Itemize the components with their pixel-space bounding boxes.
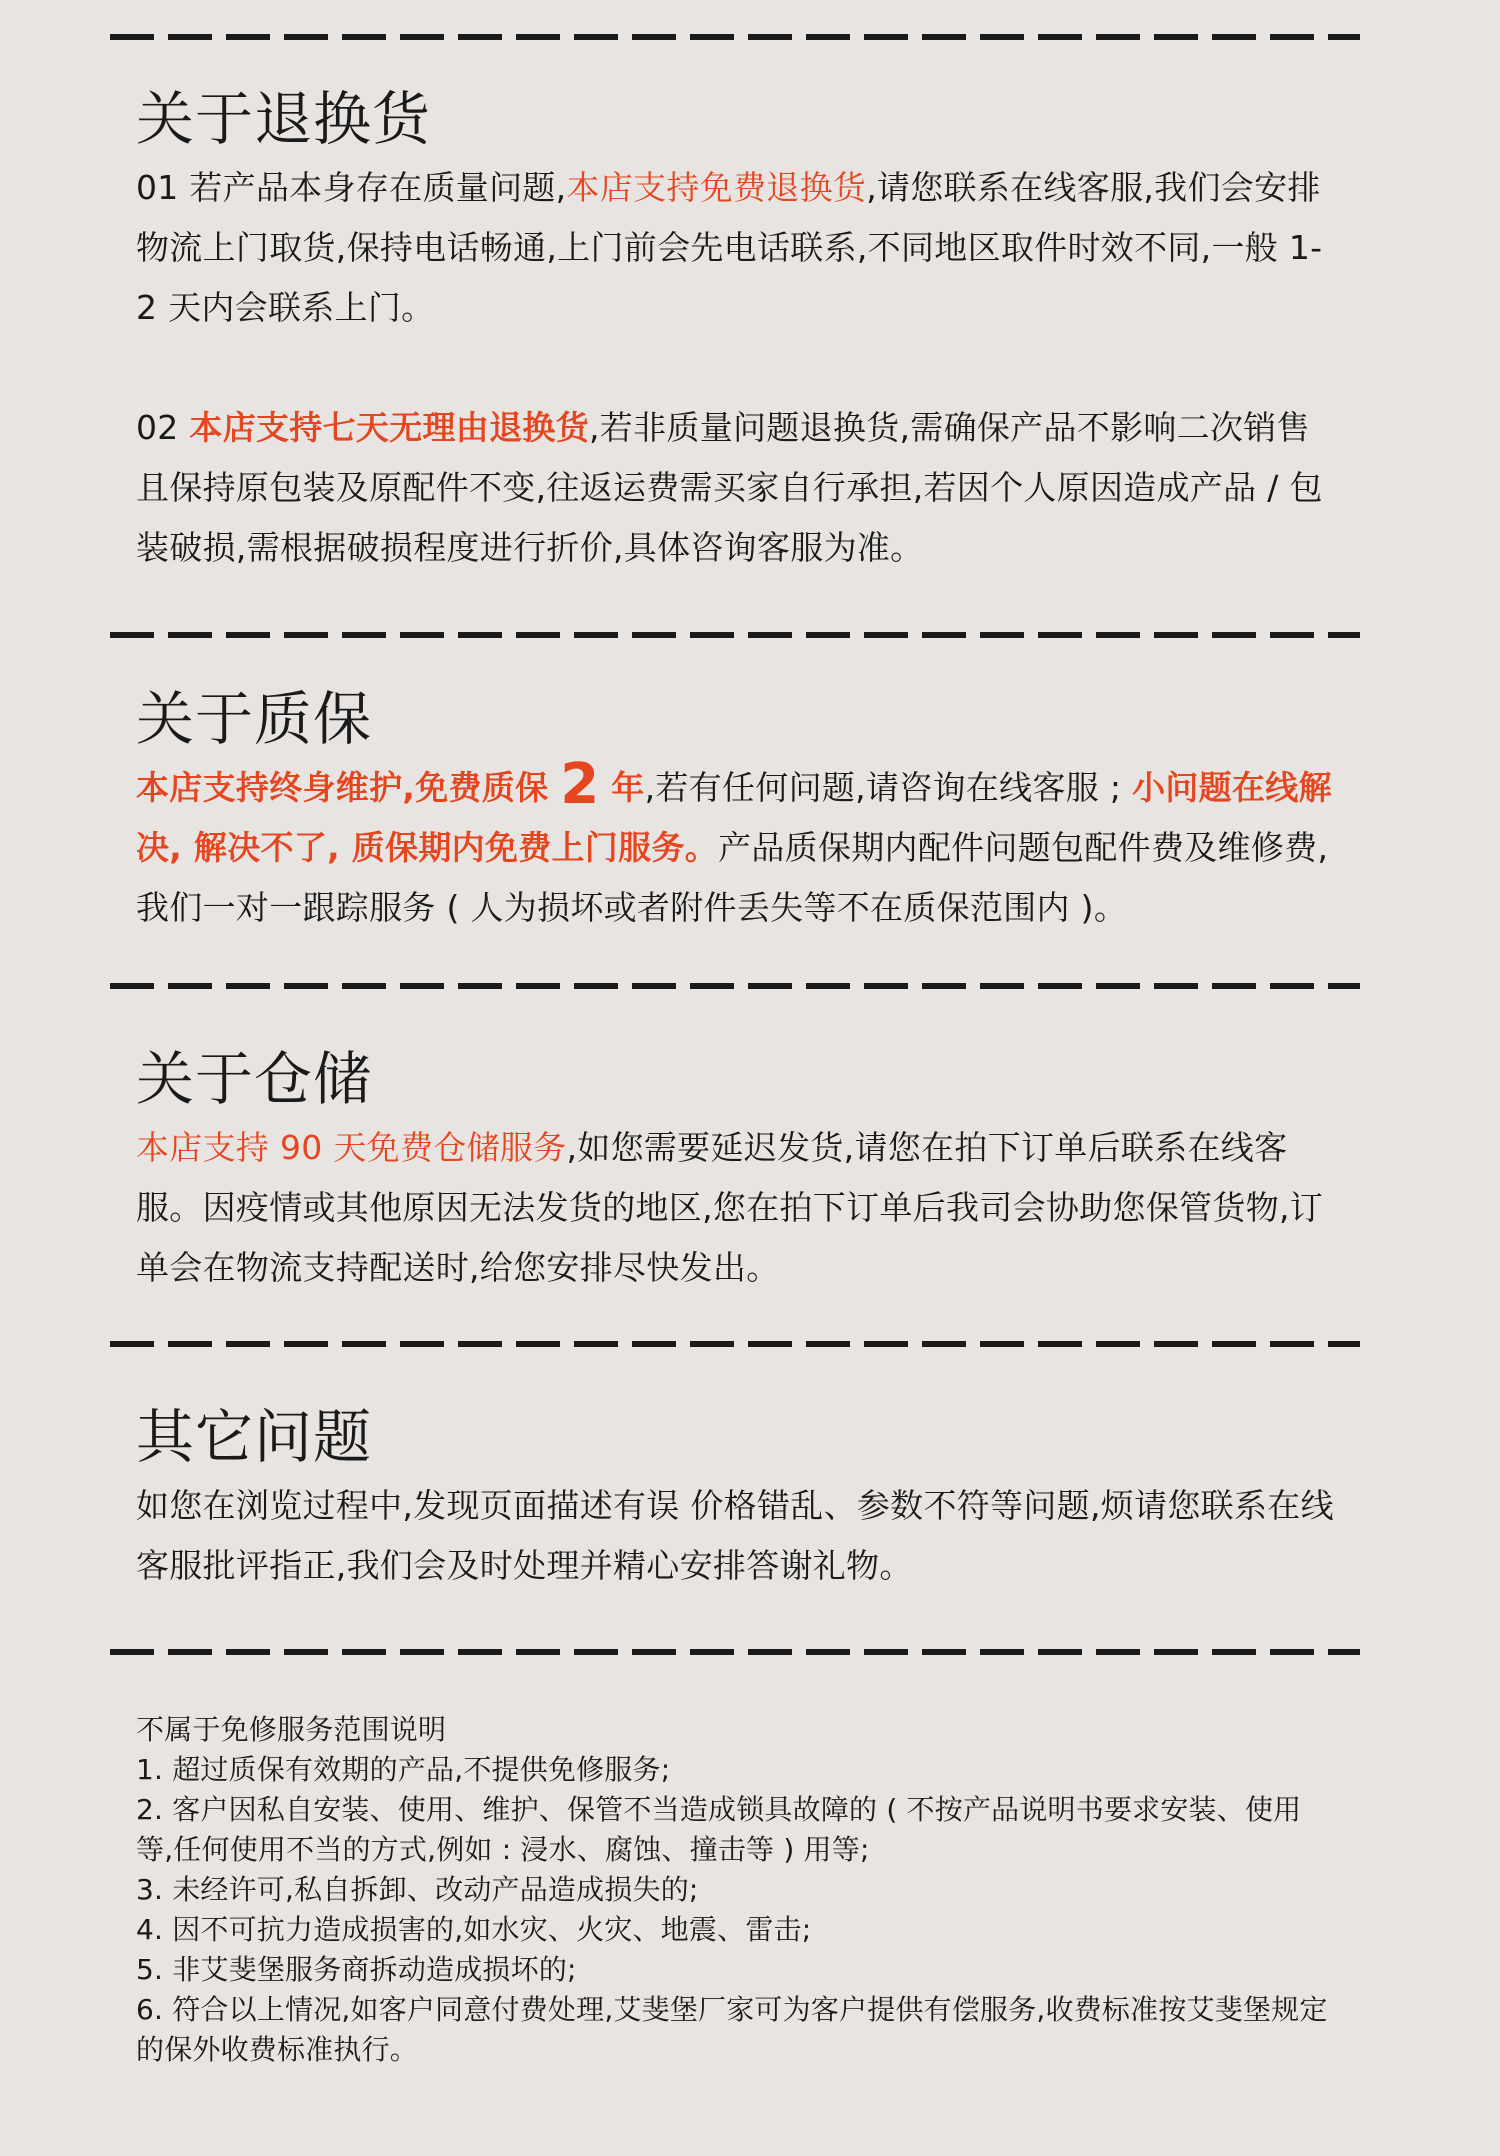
section-title: 关于退换货 xyxy=(136,85,432,153)
text: ,若有任何问题,请咨询在线客服 ; xyxy=(644,768,1133,807)
dashed-divider xyxy=(110,983,1360,989)
storage-paragraph xyxy=(136,1118,1336,1298)
other-paragraph xyxy=(136,1476,1336,1596)
section-title: 关于质保 xyxy=(136,685,373,753)
text: ,如您需要延迟发货,请您在拍下订单后联系在线客服。因疫情或其他原因无法发货的地区,您在拍下订单后我司会协助您保管货物,订单会在物流支持配送时,给您安排尽快发出。 xyxy=(136,1128,1324,1287)
dashed-divider xyxy=(110,34,1360,40)
section-title: 关于仓储 xyxy=(136,1045,373,1113)
returns-paragraph-1 xyxy=(136,158,1336,338)
highlight-text: 本店支持终身维护,免费质保 xyxy=(136,768,561,807)
text: ,请您联系在线客服,我们会安排物流上门取货,保持电话畅通,上门前会先电话联系,不同地区取件时效不同,一般 1-2 天内会联系上门。 xyxy=(136,168,1323,327)
text: ,若非质量问题退换货,需确保产品不影响二次销售且保持原包装及原配件不变,往返运费需买家自行承担,若因个人原因造成产品 / 包装破损,需根据破损程度进行折价,具体咨询客服为准。 xyxy=(136,408,1323,567)
highlight-text: 本店支持 90 天免费仓储服务 xyxy=(136,1128,567,1167)
highlight-text: 年 xyxy=(599,768,645,807)
section-other xyxy=(136,1402,1336,1596)
note-item: 5. 非艾斐堡服务商拆动造成损坏的; xyxy=(136,1953,577,1986)
section-returns xyxy=(136,84,1336,578)
highlight-text: 本店支持七天无理由退换货 xyxy=(189,408,589,447)
section-storage xyxy=(136,1044,1336,1298)
text: 产品质保期内配件问题包配件费及维修费,我们一对一跟踪服务 ( 人为损坏或者附件丢失等不在质保范围内 )。 xyxy=(136,828,1329,927)
returns-paragraph-2 xyxy=(136,398,1336,578)
text: 02 xyxy=(136,408,190,447)
note-item: 4. 因不可抗力造成损害的,如水灾、火灾、地震、雷击; xyxy=(136,1913,812,1946)
warranty-paragraph xyxy=(136,752,1336,938)
note-item: 1. 超过质保有效期的产品,不提供免修服务; xyxy=(136,1753,671,1786)
section-title: 其它问题 xyxy=(136,1403,373,1471)
dashed-divider xyxy=(110,1341,1360,1347)
text: 01 若产品本身存在质量问题, xyxy=(136,168,567,207)
notes-title: 不属于免修服务范围说明 xyxy=(136,1713,447,1746)
section-warranty xyxy=(136,684,1336,938)
text: 如您在浏览过程中,发现页面描述有误 价格错乱、参数不符等问题,烦请您联系在线客服批评指正,我们会及时处理并精心安排答谢礼物。 xyxy=(136,1486,1334,1585)
note-item: 2. 客户因私自安装、使用、维护、保管不当造成锁具故障的 ( 不按产品说明书要求安装、使用等,任何使用不当的方式,例如 : 浸水、腐蚀、撞击等 ) 用等; xyxy=(136,1793,1302,1866)
dashed-divider xyxy=(110,1649,1360,1655)
note-item: 6. 符合以上情况,如客户同意付费处理,艾斐堡厂家可为客户提供有偿服务,收费标准按艾斐堡规定的保外收费标准执行。 xyxy=(136,1993,1328,2066)
highlight-text: 小问题在线解决, 解决不了, 质保期内免费上门服务。 xyxy=(136,768,1332,867)
warranty-years-number: 2 xyxy=(560,752,600,817)
note-item: 3. 未经许可,私自拆卸、改动产品造成损失的; xyxy=(136,1873,699,1906)
dashed-divider xyxy=(110,632,1360,638)
highlight-text: 本店支持免费退换货 xyxy=(566,168,867,207)
exclusions-notes xyxy=(136,1710,1336,2070)
